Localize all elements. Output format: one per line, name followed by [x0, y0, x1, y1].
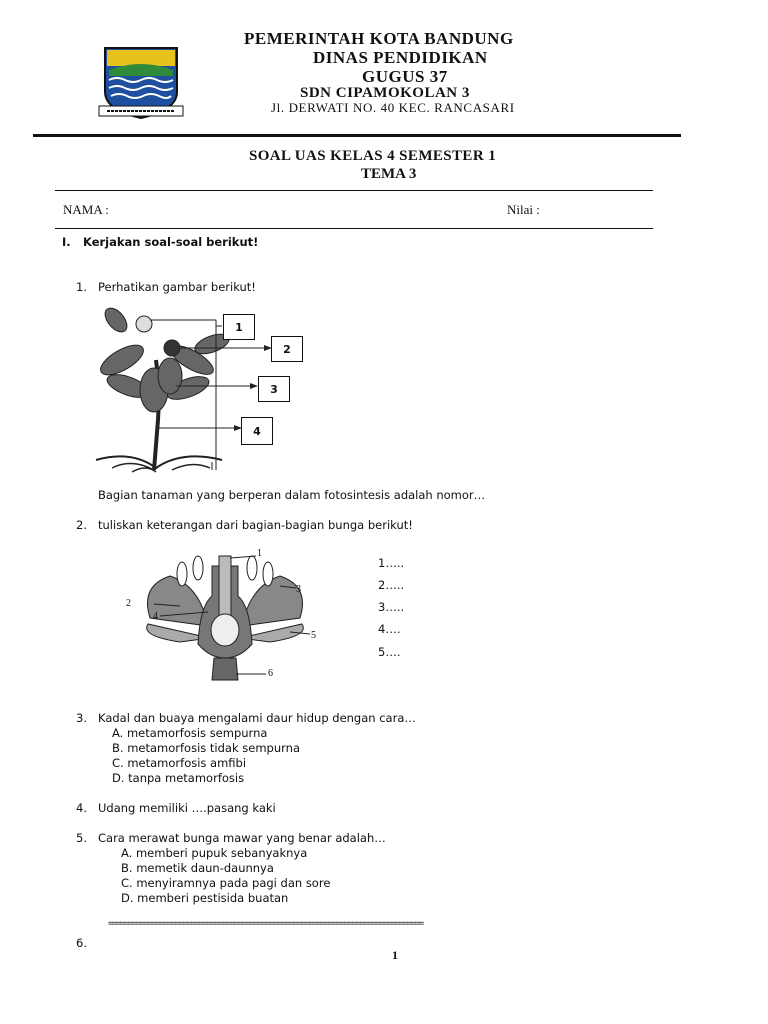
- question-3-option-b: B. metamorfosis tidak sempurna: [112, 741, 301, 755]
- question-4-number: 4.: [76, 801, 87, 815]
- question-2-text: tuliskan keterangan dari bagian-bagian bunga berikut!: [98, 518, 413, 532]
- city-logo: [95, 44, 187, 122]
- question-1-text: Perhatikan gambar berikut!: [98, 280, 256, 294]
- flower-label-5: 5: [311, 630, 316, 641]
- answer-blank-2: 2…..: [378, 578, 405, 592]
- header-cluster: GUGUS 37: [362, 67, 448, 86]
- answer-blank-5: 5….: [378, 645, 401, 659]
- question-5-text: Cara merawat bunga mawar yang benar adalah…: [98, 831, 386, 845]
- name-row-bottom-line: [55, 228, 653, 229]
- question-5-option-a: A. memberi pupuk sebanyaknya: [121, 846, 308, 860]
- question-5-option-d: D. memberi pestisida buatan: [121, 891, 289, 905]
- answer-blank-3: 3…..: [378, 600, 405, 614]
- answer-blank-4: 4….: [378, 622, 401, 636]
- question-1-number: 1.: [76, 280, 87, 294]
- header-government: PEMERINTAH KOTA BANDUNG: [244, 29, 514, 48]
- flower-illustration: [120, 546, 330, 686]
- flower-label-1: 1: [257, 548, 262, 559]
- question-4-text: Udang memiliki ….pasang kaki: [98, 801, 276, 815]
- page-number: 1: [392, 948, 398, 962]
- header-department: DINAS PENDIDIKAN: [313, 48, 488, 67]
- question-3-option-a: A. metamorfosis sempurna: [112, 726, 268, 740]
- name-row-top-line: [55, 190, 653, 191]
- question-3-option-c: C. metamorfosis amfibi: [112, 756, 247, 770]
- question-5-number: 5.: [76, 831, 87, 845]
- header-school: SDN CIPAMOKOLAN 3: [300, 85, 470, 101]
- flower-label-2: 2: [126, 598, 131, 609]
- question-3-number: 3.: [76, 711, 87, 725]
- question-1-followup: Bagian tanaman yang berperan dalam fotosintesis adalah nomor…: [98, 488, 486, 502]
- flower-label-3: 3: [296, 584, 301, 595]
- plant-label-1: 1: [223, 314, 255, 340]
- question-5-option-b: B. memetik daun-daunnya: [121, 861, 274, 875]
- flower-label-4: 4: [153, 611, 158, 622]
- separator-line: ================================================================================: [108, 918, 423, 929]
- question-3-option-d: D. tanpa metamorfosis: [112, 771, 245, 785]
- plant-label-2: 2: [271, 336, 303, 362]
- answer-blank-1: 1…..: [378, 556, 405, 570]
- plant-label-4: 4: [241, 417, 273, 445]
- section-label: I.: [62, 235, 71, 249]
- name-label: NAMA :: [63, 202, 109, 217]
- plant-label-3: 3: [258, 376, 290, 402]
- section-instruction: Kerjakan soal-soal berikut!: [83, 235, 259, 249]
- header-divider: [33, 134, 681, 137]
- question-5-option-c: C. menyiramnya pada pagi dan sore: [121, 876, 331, 890]
- question-3-text: Kadal dan buaya mengalami daur hidup dengan cara…: [98, 711, 416, 725]
- header-address: Jl. DERWATI NO. 40 KEC. RANCASARI: [271, 100, 515, 115]
- question-2-number: 2.: [76, 518, 87, 532]
- score-label: Nilai :: [507, 202, 540, 217]
- question-6-number: 6.: [76, 936, 87, 950]
- exam-title: SOAL UAS KELAS 4 SEMESTER 1: [249, 148, 497, 164]
- exam-theme: TEMA 3: [361, 166, 417, 182]
- flower-label-6: 6: [268, 668, 273, 679]
